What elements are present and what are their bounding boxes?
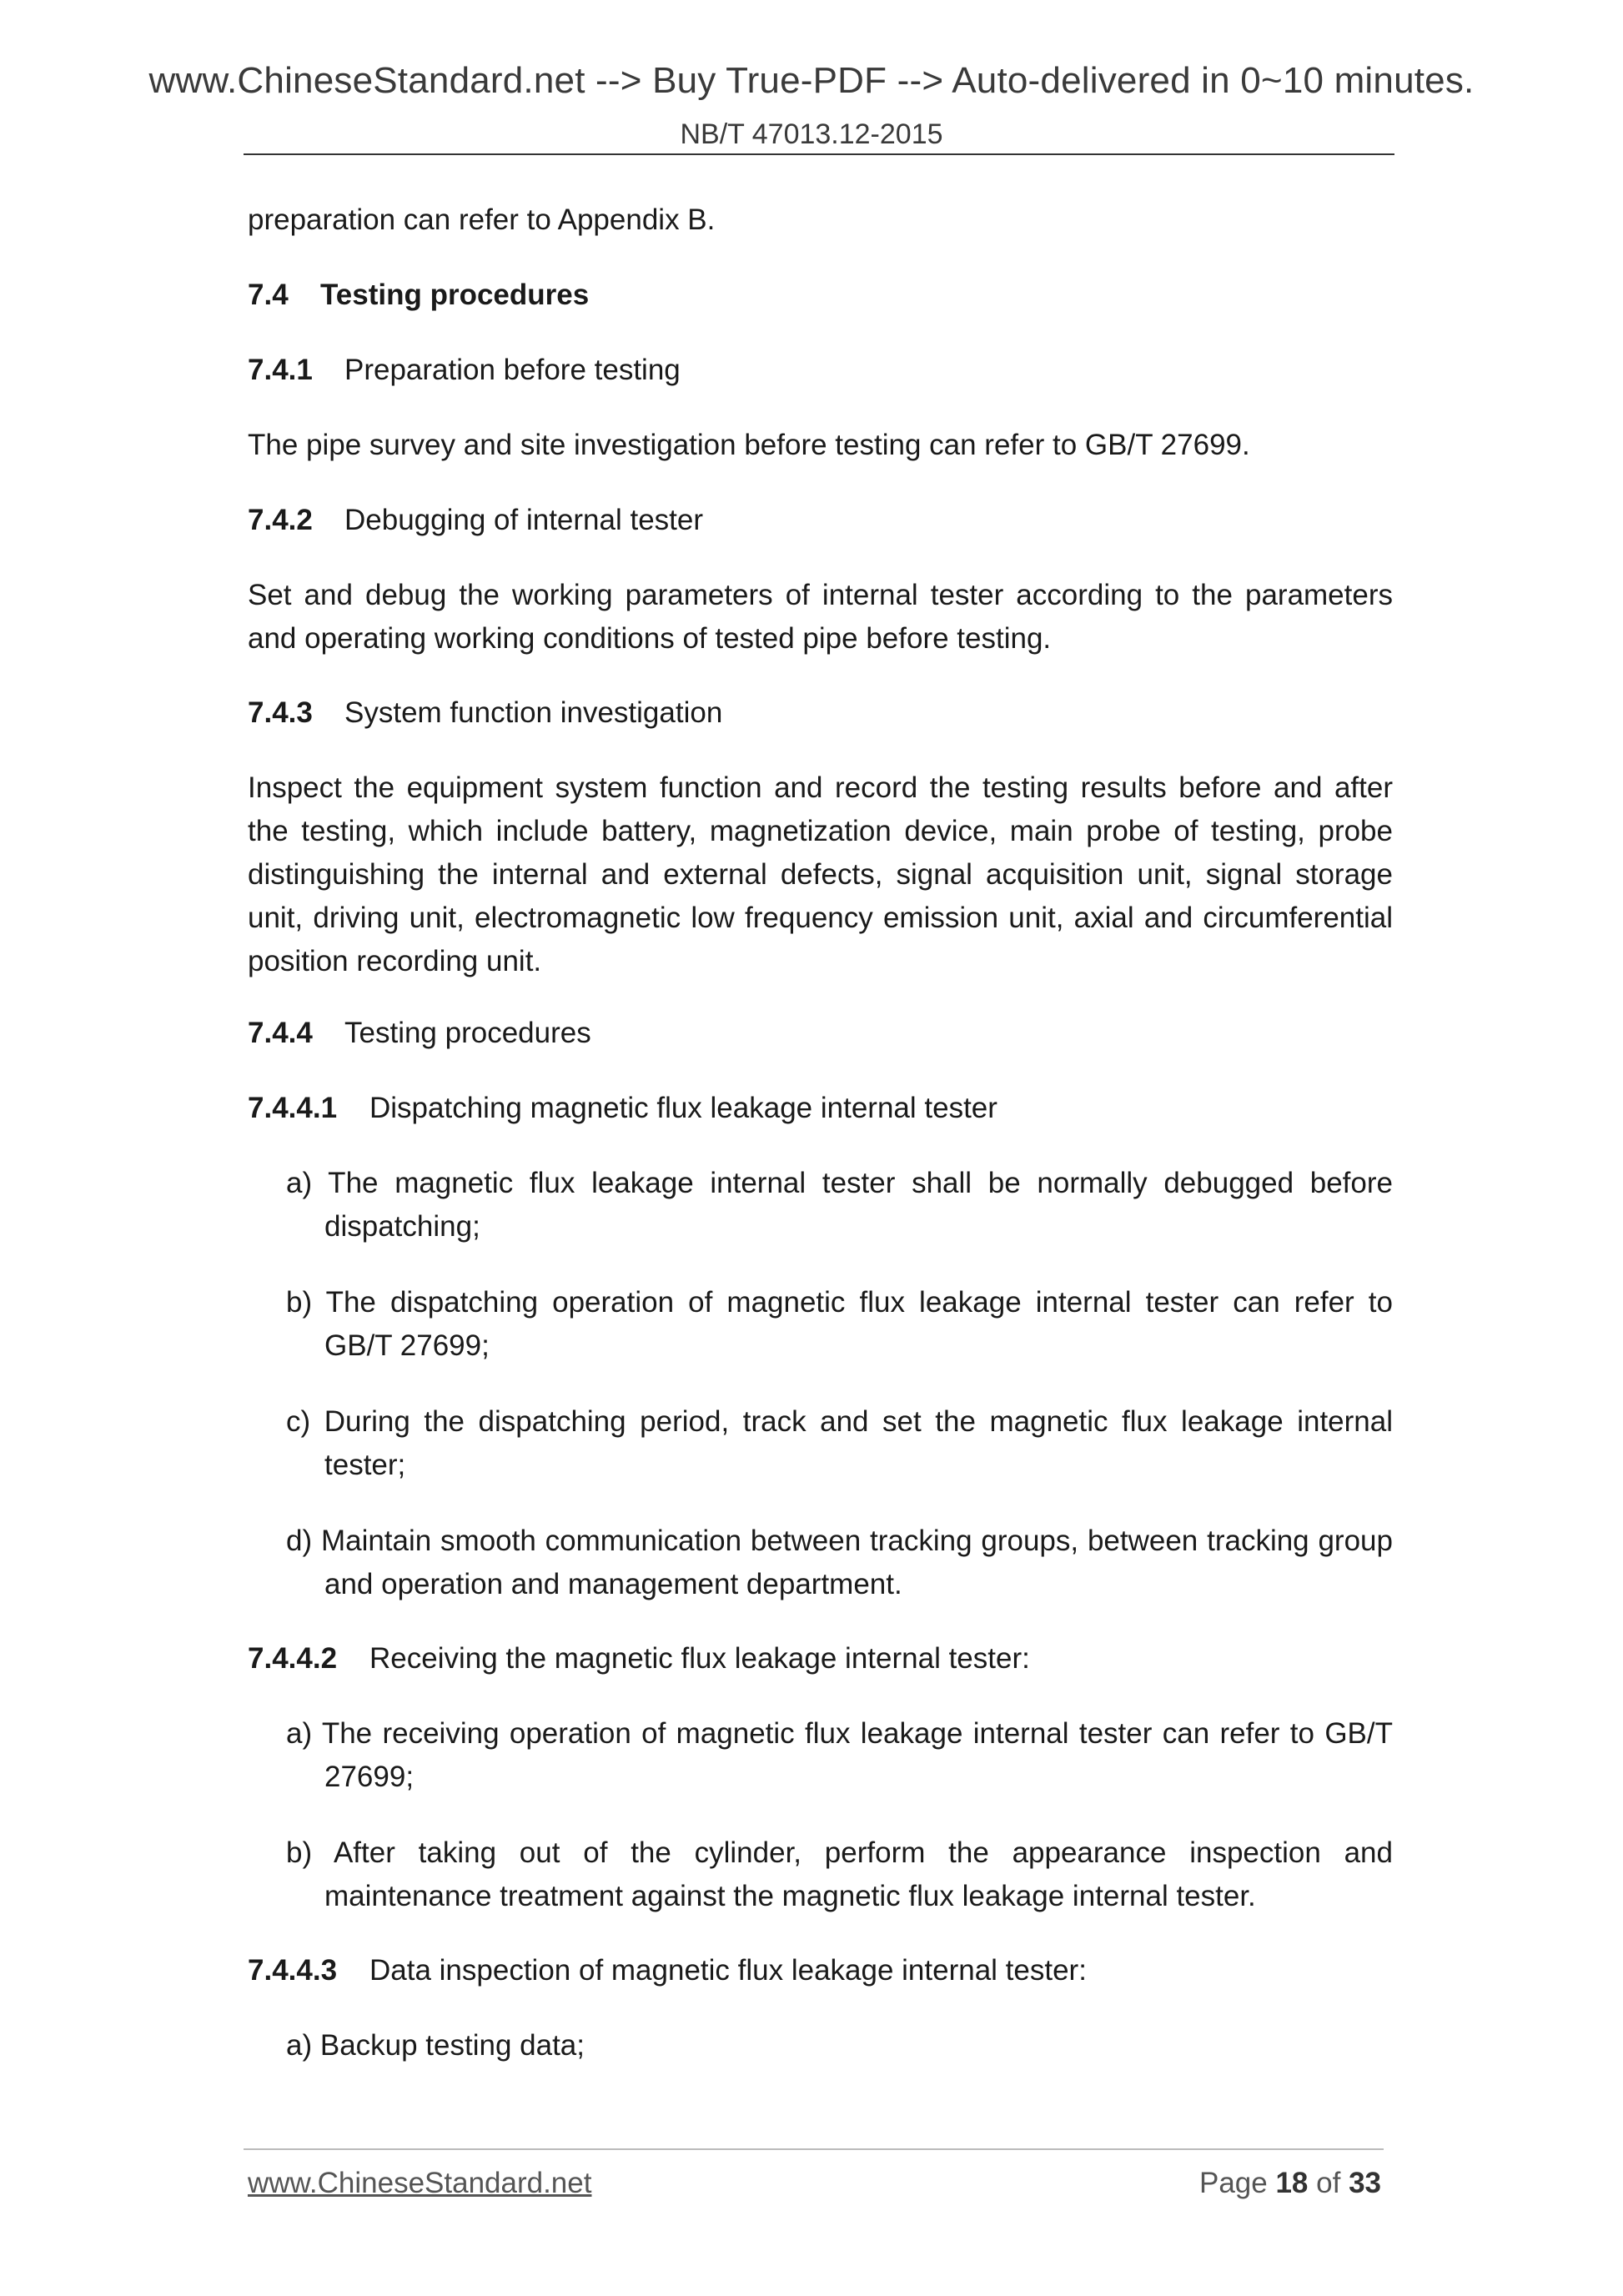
section-7-4-2-heading: 7.4.2 Debugging of internal tester [248,504,703,536]
section-7-4-1-heading: 7.4.1 Preparation before testing [248,354,681,386]
list-item: d) Maintain smooth communication between tracking groups, between tracking group and operation and management department. [286,1525,1393,1600]
list-item: b) The dispatching operation of magnetic flux leakage internal tester can refer to GB/T 27699; [286,1286,1393,1362]
section-7-4-4-3-heading: 7.4.4.3 Data inspection of magnetic flux leakage internal tester: [248,1954,1087,1987]
footer-divider [244,2148,1384,2150]
list-item: c) During the dispatching period, track and set the magnetic flux leakage internal tester; [286,1405,1393,1481]
header-divider [244,153,1394,155]
section-7-4-1-text: The pipe survey and site investigation before testing can refer to GB/T 27699. [248,429,1250,461]
section-7-4-3-text: Inspect the equipment system function and record the testing results before and after the testing, which include battery, magnetization device, main probe of testing, probe distinguishing the internal and external defects, signal acquisition unit, signal storage unit, driving unit, electromagnetic low frequency emission unit, axial and circumferential position recording unit. [248,771,1393,977]
section-7-4-2-text: Set and debug the working parameters of internal tester according to the parameters and operating working conditions of tested pipe before testing. [248,579,1393,655]
footer-site-link[interactable]: www.ChineseStandard.net [248,2167,592,2199]
section-7-4-4-heading: 7.4.4 Testing procedures [248,1017,591,1049]
page-number [1199,2167,1381,2200]
list-item: a) Backup testing data; [286,2029,585,2062]
page-current: 18 [1275,2167,1309,2199]
page-total: 33 [1349,2167,1381,2199]
section-7-4-4-1-heading: 7.4.4.1 Dispatching magnetic flux leakage internal tester [248,1092,997,1124]
intro-paragraph: preparation can refer to Appendix B. [248,203,716,236]
list-item: b) After taking out of the cylinder, perform the appearance inspection and maintenance treatment against the magnetic flux leakage internal tester. [286,1836,1393,1912]
section-7-4-4-2-heading: 7.4.4.2 Receiving the magnetic flux leakage internal tester: [248,1642,1030,1675]
site-banner: www.ChineseStandard.net --> Buy True-PDF --> Auto-delivered in 0~10 minutes. [148,60,1475,101]
list-item: a) The magnetic flux leakage internal tester shall be normally debugged before dispatching; [286,1167,1393,1243]
section-7-4-heading: 7.4 Testing procedures [248,279,590,311]
section-7-4-3-heading: 7.4.3 System function investigation [248,696,723,729]
standard-code: NB/T 47013.12-2015 [680,118,943,150]
page-of: of [1316,2167,1341,2199]
list-item: a) The receiving operation of magnetic flux leakage internal tester can refer to GB/T 27699; [286,1717,1393,1793]
page-prefix: Page [1198,2167,1268,2199]
